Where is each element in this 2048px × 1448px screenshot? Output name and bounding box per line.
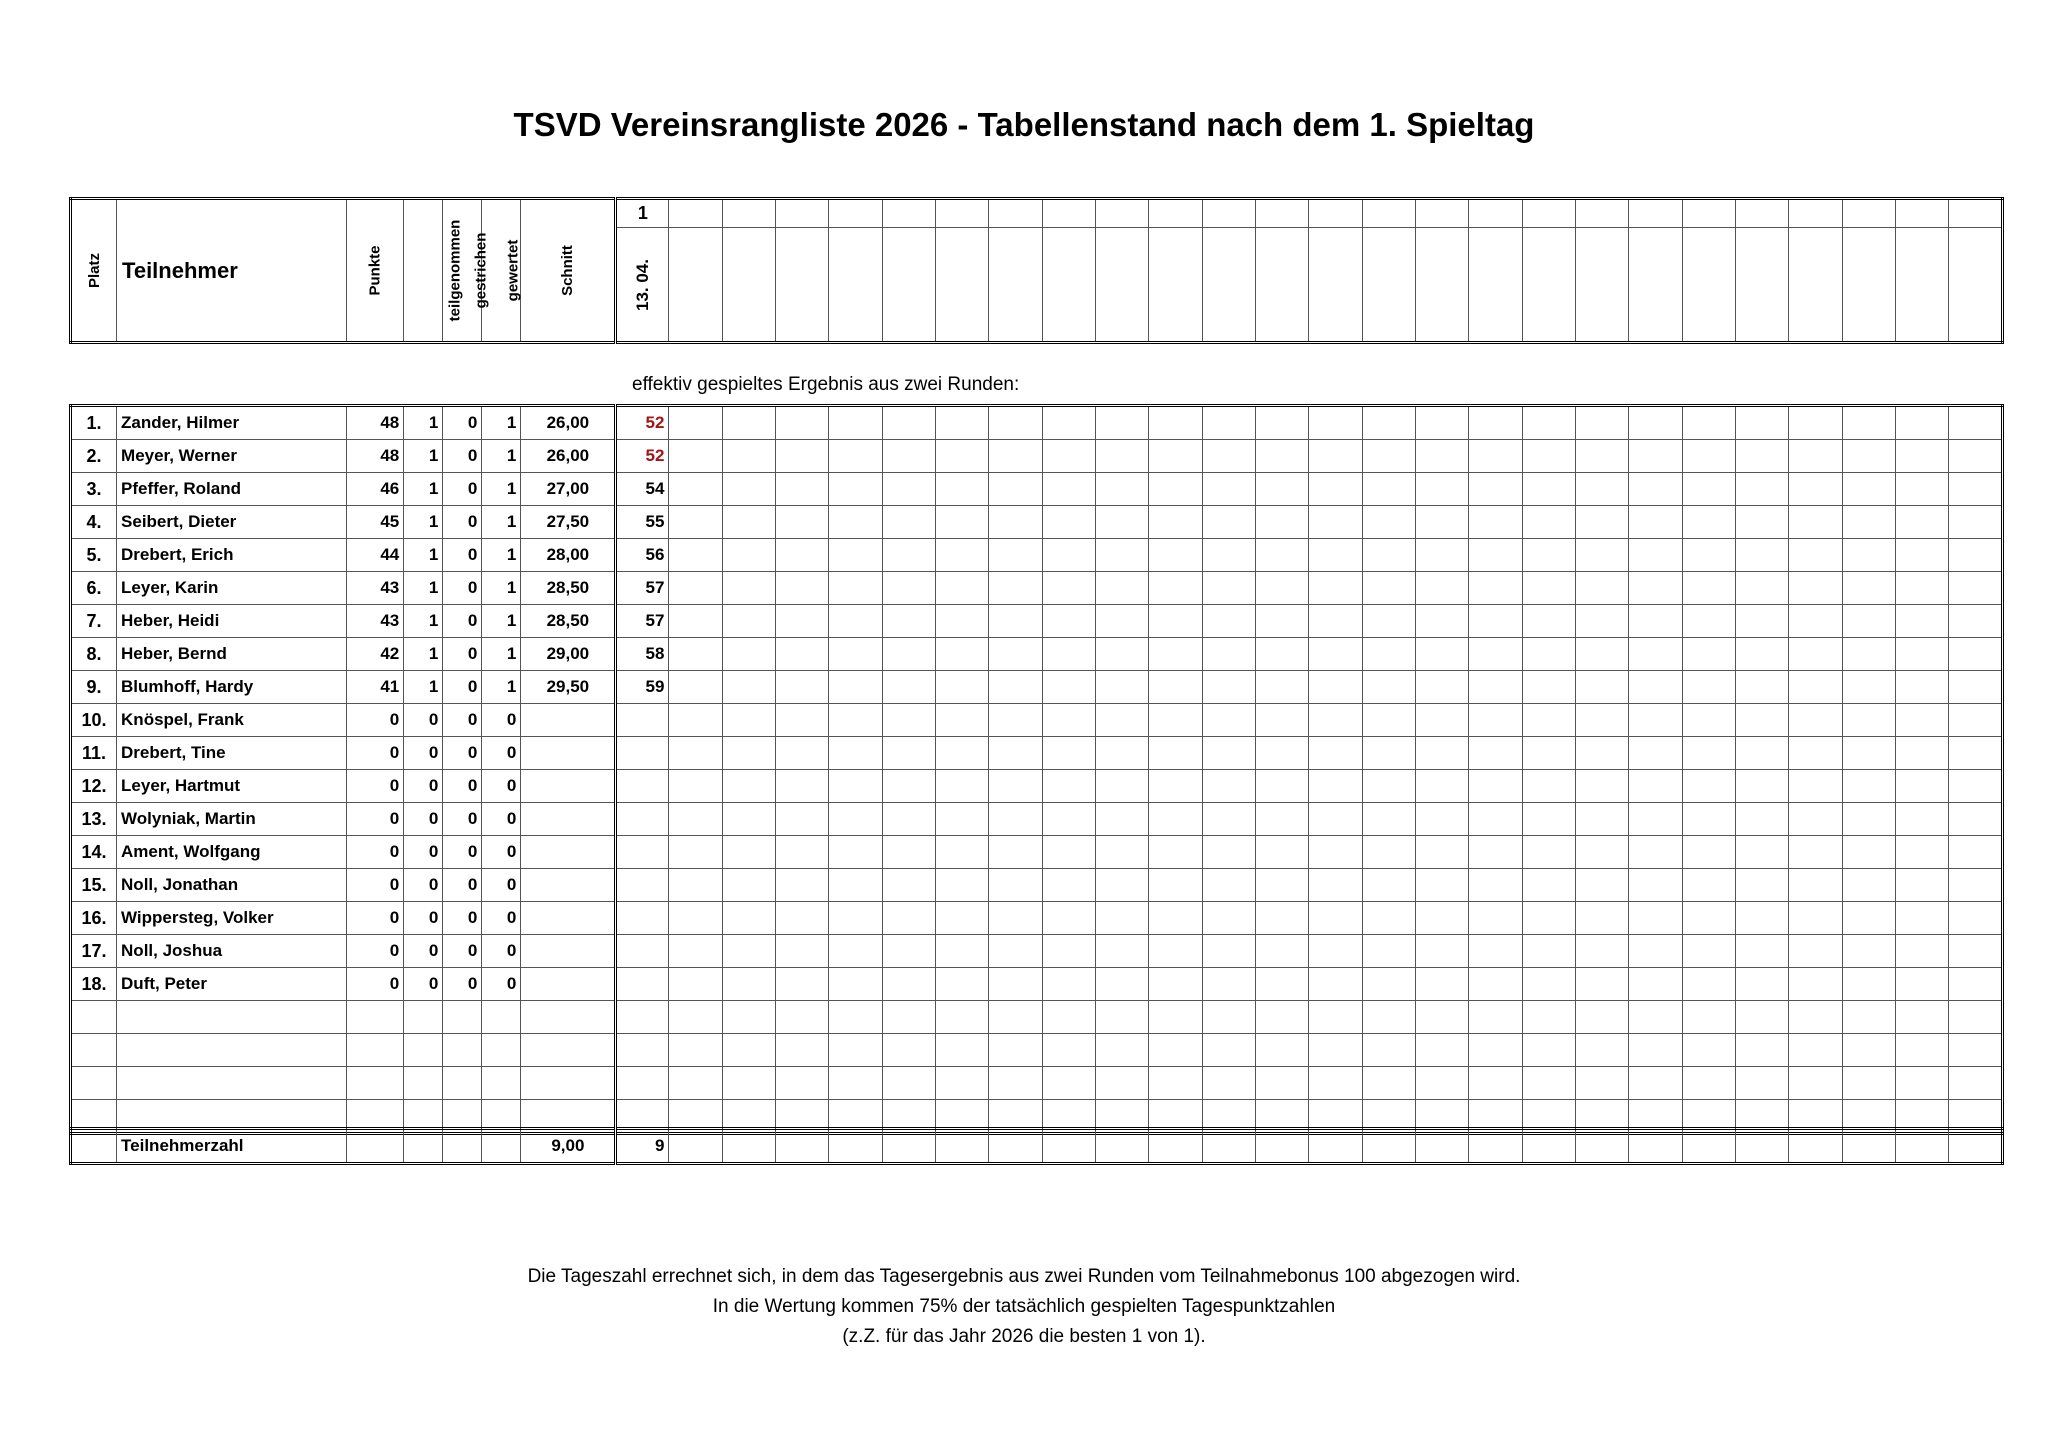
row-teilgenommen: 0	[404, 803, 443, 836]
row-gewertet: 1	[482, 539, 521, 572]
table-row	[71, 506, 2003, 539]
row-schnitt: 28,50	[521, 605, 616, 638]
row-gestrichen: 0	[443, 473, 482, 506]
row-name: Wolyniak, Martin	[117, 803, 347, 836]
row-result-1	[616, 770, 669, 803]
footer-platz	[71, 1129, 117, 1164]
table-row	[71, 836, 2003, 869]
row-teilgenommen: 1	[404, 539, 443, 572]
header-teilnehmer: Teilnehmer	[117, 199, 347, 343]
row-punkte: 0	[347, 902, 404, 935]
row-punkte: 43	[347, 572, 404, 605]
footer-label: Teilnehmerzahl	[117, 1129, 347, 1164]
table-row	[71, 1034, 2003, 1067]
row-result-1: 54	[616, 473, 669, 506]
row-name: Heber, Heidi	[117, 605, 347, 638]
row-name: Leyer, Karin	[117, 572, 347, 605]
row-teilgenommen: 0	[404, 935, 443, 968]
table-row	[71, 539, 2003, 572]
row-gestrichen: 0	[443, 539, 482, 572]
row-result-1: 55	[616, 506, 669, 539]
row-punkte: 42	[347, 638, 404, 671]
row-name: Noll, Jonathan	[117, 869, 347, 902]
row-platz: 5.	[71, 539, 117, 572]
row-gewertet: 1	[482, 638, 521, 671]
header-teilgenommen: teilgenommen	[404, 199, 443, 343]
row-schnitt: 28,00	[521, 539, 616, 572]
row-punkte	[347, 1067, 404, 1100]
row-gestrichen: 0	[443, 869, 482, 902]
row-schnitt	[521, 770, 616, 803]
row-teilgenommen: 0	[404, 902, 443, 935]
row-teilgenommen: 0	[404, 704, 443, 737]
header-spieltag-datum: 13. 04.	[616, 228, 669, 343]
table-row	[71, 737, 2003, 770]
row-punkte: 0	[347, 935, 404, 968]
row-result-1	[616, 704, 669, 737]
row-gestrichen	[443, 1034, 482, 1067]
row-teilgenommen: 1	[404, 572, 443, 605]
row-gestrichen: 0	[443, 836, 482, 869]
row-platz: 2.	[71, 440, 117, 473]
row-schnitt	[521, 869, 616, 902]
table-row	[71, 638, 2003, 671]
row-punkte	[347, 1001, 404, 1034]
row-gewertet: 1	[482, 671, 521, 704]
row-gestrichen: 0	[443, 506, 482, 539]
row-punkte: 0	[347, 869, 404, 902]
row-result-1	[616, 1001, 669, 1034]
row-name: Drebert, Tine	[117, 737, 347, 770]
row-punkte: 44	[347, 539, 404, 572]
row-name: Leyer, Hartmut	[117, 770, 347, 803]
row-punkte: 45	[347, 506, 404, 539]
row-schnitt: 27,00	[521, 473, 616, 506]
table-row	[71, 406, 2003, 440]
row-punkte: 0	[347, 704, 404, 737]
row-platz: 7.	[71, 605, 117, 638]
header-punkte: Punkte	[347, 199, 404, 343]
footer-table	[69, 1127, 2004, 1165]
row-gewertet: 1	[482, 605, 521, 638]
row-teilgenommen: 1	[404, 473, 443, 506]
page-title: TSVD Vereinsrangliste 2026 - Tabellenstand nach dem 1. Spieltag	[513, 106, 1535, 143]
row-schnitt	[521, 803, 616, 836]
row-gewertet	[482, 1067, 521, 1100]
table-row	[71, 803, 2003, 836]
row-platz: 3.	[71, 473, 117, 506]
row-platz	[71, 1001, 117, 1034]
row-platz: 8.	[71, 638, 117, 671]
row-teilgenommen: 1	[404, 671, 443, 704]
row-gewertet: 0	[482, 803, 521, 836]
row-result-1	[616, 1067, 669, 1100]
row-result-1	[616, 968, 669, 1001]
row-schnitt	[521, 704, 616, 737]
row-result-1	[616, 836, 669, 869]
row-name: Duft, Peter	[117, 968, 347, 1001]
row-gewertet: 1	[482, 473, 521, 506]
row-gestrichen: 0	[443, 737, 482, 770]
row-platz: 11.	[71, 737, 117, 770]
row-teilgenommen: 0	[404, 737, 443, 770]
row-name: Wippersteg, Volker	[117, 902, 347, 935]
row-name: Noll, Joshua	[117, 935, 347, 968]
footnote-line1: Die Tageszahl errechnet sich, in dem das Tagesergebnis aus zwei Runden vom Teilnahmebonus 100 abgezogen wird.	[527, 1266, 1521, 1287]
row-teilgenommen: 1	[404, 406, 443, 440]
row-gestrichen: 0	[443, 671, 482, 704]
table-row	[71, 572, 2003, 605]
row-result-1: 52	[616, 440, 669, 473]
table-row	[71, 770, 2003, 803]
row-name	[117, 1067, 347, 1100]
row-teilgenommen: 1	[404, 506, 443, 539]
footer-row	[71, 1129, 2003, 1164]
row-teilgenommen: 0	[404, 770, 443, 803]
row-gestrichen: 0	[443, 770, 482, 803]
row-gestrichen: 0	[443, 605, 482, 638]
row-gewertet: 1	[482, 572, 521, 605]
row-punkte: 43	[347, 605, 404, 638]
row-gewertet: 0	[482, 869, 521, 902]
table-row	[71, 605, 2003, 638]
row-gewertet: 0	[482, 968, 521, 1001]
header-platz: Platz	[71, 199, 117, 343]
row-gestrichen: 0	[443, 968, 482, 1001]
row-schnitt: 26,00	[521, 406, 616, 440]
row-gestrichen: 0	[443, 638, 482, 671]
row-name: Drebert, Erich	[117, 539, 347, 572]
row-platz: 18.	[71, 968, 117, 1001]
ranking-table	[69, 404, 2004, 1135]
header-row-top	[71, 199, 2003, 228]
row-result-1: 52	[616, 406, 669, 440]
row-platz: 17.	[71, 935, 117, 968]
row-result-1	[616, 1034, 669, 1067]
row-punkte: 46	[347, 473, 404, 506]
row-schnitt: 28,50	[521, 572, 616, 605]
row-result-1	[616, 935, 669, 968]
row-punkte: 0	[347, 803, 404, 836]
row-result-1	[616, 737, 669, 770]
row-schnitt: 29,50	[521, 671, 616, 704]
row-schnitt	[521, 902, 616, 935]
footnote-line2: In die Wertung kommen 75% der tatsächlich gespielten Tagespunktzahlen	[712, 1296, 1336, 1317]
row-schnitt: 27,50	[521, 506, 616, 539]
row-schnitt	[521, 737, 616, 770]
row-schnitt	[521, 1067, 616, 1100]
row-gewertet: 0	[482, 770, 521, 803]
row-teilgenommen	[404, 1001, 443, 1034]
row-gewertet: 1	[482, 440, 521, 473]
row-gestrichen: 0	[443, 406, 482, 440]
row-result-1: 59	[616, 671, 669, 704]
row-schnitt	[521, 1034, 616, 1067]
row-name: Blumhoff, Hardy	[117, 671, 347, 704]
table-row	[71, 869, 2003, 902]
footer-r1: 9	[616, 1129, 669, 1164]
table-row	[71, 671, 2003, 704]
header-spieltag-nr: 1	[616, 199, 669, 228]
row-punkte: 41	[347, 671, 404, 704]
row-teilgenommen: 1	[404, 440, 443, 473]
row-gewertet: 0	[482, 935, 521, 968]
row-result-1: 56	[616, 539, 669, 572]
table-row	[71, 1067, 2003, 1100]
row-schnitt	[521, 1001, 616, 1034]
row-teilgenommen: 1	[404, 605, 443, 638]
row-platz: 9.	[71, 671, 117, 704]
row-platz: 1.	[71, 406, 117, 440]
row-result-1: 58	[616, 638, 669, 671]
table-row	[71, 935, 2003, 968]
row-name: Seibert, Dieter	[117, 506, 347, 539]
row-schnitt: 26,00	[521, 440, 616, 473]
row-teilgenommen: 0	[404, 869, 443, 902]
row-gestrichen: 0	[443, 704, 482, 737]
row-result-1	[616, 902, 669, 935]
row-platz: 10.	[71, 704, 117, 737]
row-name: Knöspel, Frank	[117, 704, 347, 737]
row-teilgenommen	[404, 1067, 443, 1100]
row-gewertet	[482, 1001, 521, 1034]
footer-schnitt: 9,00	[521, 1129, 616, 1164]
table-row	[71, 968, 2003, 1001]
row-gewertet: 0	[482, 902, 521, 935]
row-gestrichen	[443, 1067, 482, 1100]
row-name: Heber, Bernd	[117, 638, 347, 671]
row-name: Meyer, Werner	[117, 440, 347, 473]
row-punkte	[347, 1034, 404, 1067]
row-gewertet: 1	[482, 406, 521, 440]
row-gestrichen: 0	[443, 935, 482, 968]
row-gestrichen: 0	[443, 803, 482, 836]
row-gewertet: 0	[482, 737, 521, 770]
row-gewertet: 0	[482, 704, 521, 737]
row-platz: 16.	[71, 902, 117, 935]
row-teilgenommen: 0	[404, 836, 443, 869]
row-platz: 14.	[71, 836, 117, 869]
footnote-line3: (z.Z. für das Jahr 2026 die besten 1 von 1).	[842, 1326, 1206, 1347]
row-platz: 4.	[71, 506, 117, 539]
table-row	[71, 902, 2003, 935]
row-name	[117, 1034, 347, 1067]
row-platz	[71, 1067, 117, 1100]
row-teilgenommen: 1	[404, 638, 443, 671]
row-punkte: 48	[347, 440, 404, 473]
row-schnitt	[521, 935, 616, 968]
row-teilgenommen	[404, 1034, 443, 1067]
row-schnitt	[521, 968, 616, 1001]
row-platz: 15.	[71, 869, 117, 902]
header-gewertet: gewertet	[482, 199, 521, 343]
row-teilgenommen: 0	[404, 968, 443, 1001]
row-punkte: 48	[347, 406, 404, 440]
footnote	[0, 1262, 2048, 1352]
row-punkte: 0	[347, 737, 404, 770]
row-schnitt	[521, 836, 616, 869]
row-name: Zander, Hilmer	[117, 406, 347, 440]
table-row	[71, 473, 2003, 506]
row-gewertet: 0	[482, 836, 521, 869]
table-row	[71, 1001, 2003, 1034]
row-gestrichen: 0	[443, 902, 482, 935]
row-gewertet: 1	[482, 506, 521, 539]
header-schnitt: Schnitt	[521, 199, 616, 343]
row-result-1: 57	[616, 572, 669, 605]
row-name	[117, 1001, 347, 1034]
row-platz: 12.	[71, 770, 117, 803]
table-row	[71, 704, 2003, 737]
row-name: Ament, Wolfgang	[117, 836, 347, 869]
row-punkte: 0	[347, 968, 404, 1001]
row-punkte: 0	[347, 770, 404, 803]
row-punkte: 0	[347, 836, 404, 869]
table-row	[71, 440, 2003, 473]
row-platz: 13.	[71, 803, 117, 836]
row-platz	[71, 1034, 117, 1067]
header-table	[69, 197, 2004, 344]
row-gestrichen	[443, 1001, 482, 1034]
row-result-1	[616, 803, 669, 836]
header-gestrichen: gestrichen	[443, 199, 482, 343]
row-schnitt: 29,00	[521, 638, 616, 671]
row-gewertet	[482, 1034, 521, 1067]
row-result-1	[616, 869, 669, 902]
row-name: Pfeffer, Roland	[117, 473, 347, 506]
row-result-1: 57	[616, 605, 669, 638]
row-gestrichen: 0	[443, 440, 482, 473]
row-gestrichen: 0	[443, 572, 482, 605]
row-platz: 6.	[71, 572, 117, 605]
